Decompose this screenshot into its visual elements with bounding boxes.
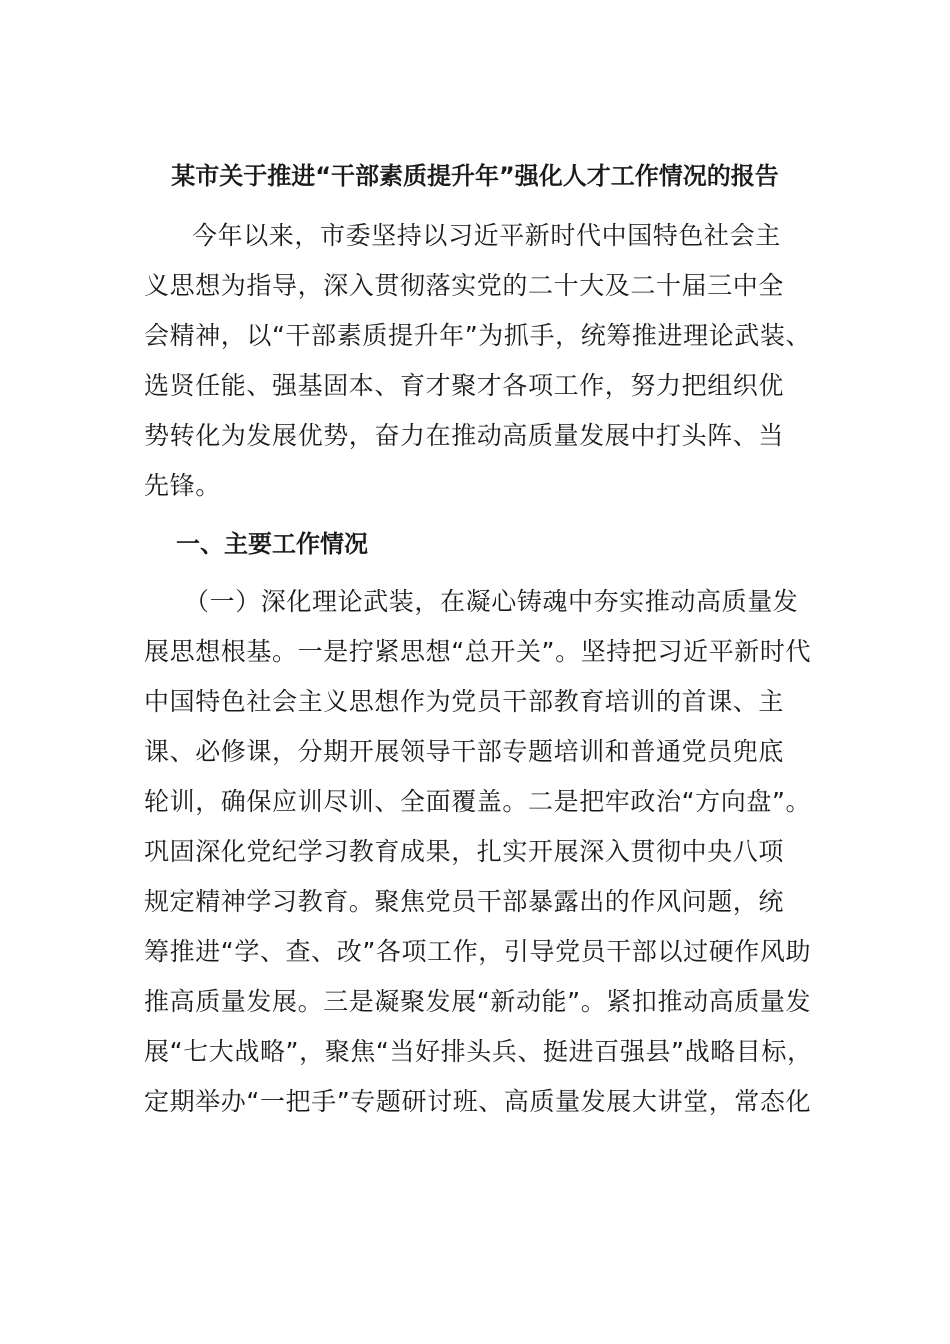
paragraph-line: 义思想为指导，深入贯彻落实党的二十大及二十届三中全 [144,271,785,300]
paragraph-line: （一）深化理论武装，在凝心铸魂中夯实推动高质量发 [184,587,799,616]
paragraph-line: 推高质量发展。三是凝聚发展“新动能”。紧扣推动高质量发 [144,987,812,1016]
paragraph-line: 展“七大战略”，聚焦“当好排头兵、挺进百强县”战略目标， [144,1037,813,1066]
intro-paragraph [144,211,812,511]
paragraph-line: 规定精神学习教育。聚焦党员干部暴露出的作风问题，统 [144,887,785,916]
paragraph-line: 定期举办“一把手”专题研讨班、高质量发展大讲堂，常态化 [144,1087,812,1116]
paragraph-line: 筹推进“学、查、改”各项工作，引导党员干部以过硬作风助 [144,937,812,966]
paragraph-line: 会精神，以“干部素质提升年”为抓手，统筹推进理论武装、 [144,321,812,350]
paragraph-line: 今年以来，市委坚持以习近平新时代中国特色社会主 [192,221,781,250]
paragraph-line: 展思想根基。一是拧紧思想“总开关”。坚持把习近平新时代 [144,637,812,666]
paragraph-line: 课、必修课，分期开展领导干部专题培训和普通党员兜底 [144,737,785,766]
paragraph-line: 轮训，确保应训尽训、全面覆盖。二是把牢政治“方向盘”。 [144,787,812,816]
section-paragraph [144,577,813,1127]
paragraph-line: 选贤任能、强基固本、育才聚才各项工作，努力把组织优 [144,371,785,400]
paragraph-line: 中国特色社会主义思想作为党员干部教育培训的首课、主 [144,687,785,716]
document-title: 某市关于推进“干部素质提升年”强化人才工作情况的报告 [171,162,779,190]
paragraph-line: 先锋。 [144,471,221,500]
paragraph-line: 势转化为发展优势，奋力在推动高质量发展中打头阵、当 [144,421,785,450]
section-heading: 一、主要工作情况 [176,530,368,558]
paragraph-line: 巩固深化党纪学习教育成果，扎实开展深入贯彻中央八项 [144,837,785,866]
